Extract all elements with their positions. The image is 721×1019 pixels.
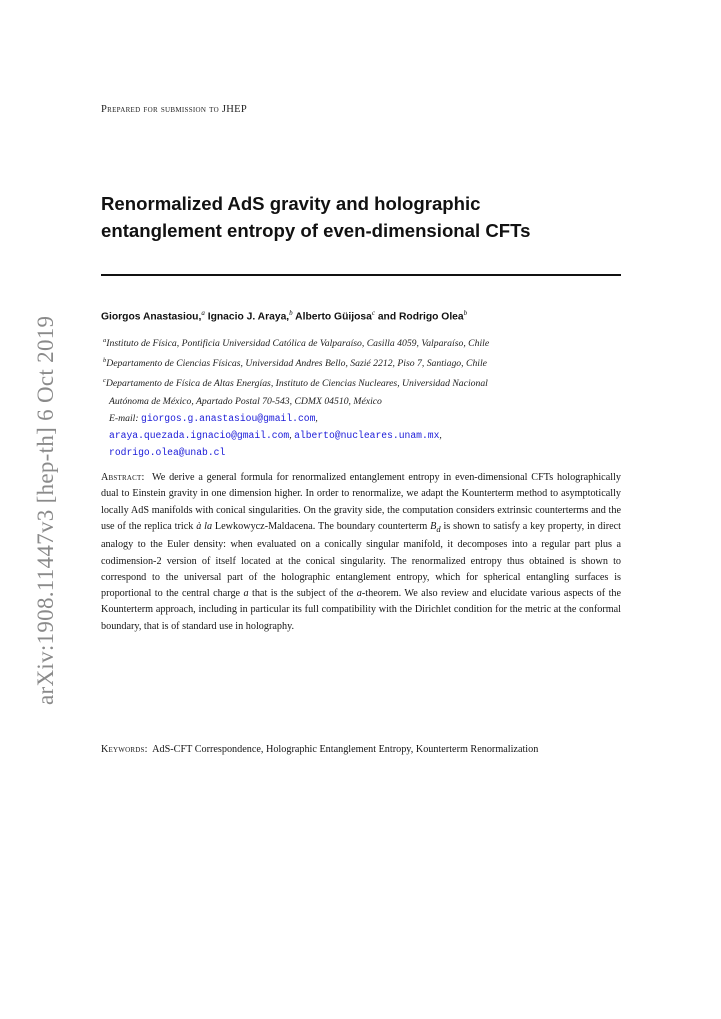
abstract-text-4: that is the subject of the [252, 588, 354, 600]
author-affil-mark: b [289, 309, 293, 317]
keywords [101, 742, 621, 758]
abstract [101, 470, 621, 635]
author-name: and Rodrigo Olea [377, 311, 464, 323]
author-affil-mark: b [463, 309, 468, 317]
affiliation-c-continued: Autónoma de México, Apartado Postal 70-543, CDMX 04510, México [109, 395, 382, 407]
math-symbol: B [430, 520, 437, 532]
email-link[interactable]: rodrigo.olea@unab.cl [109, 446, 226, 458]
author-name: Ignacio J. Araya, [207, 311, 290, 323]
abstract-math-a: a [356, 588, 362, 600]
title-line-1: Renormalized AdS gravity and holographic [101, 193, 481, 214]
author-list [101, 309, 631, 322]
abstract-ala: à la [196, 520, 213, 532]
email-link[interactable]: alberto@nucleares.unam.mx [294, 429, 440, 441]
author-name: Giorgos Anastasiou, [101, 311, 202, 323]
author-name: Alberto Güijosa [295, 311, 372, 323]
paper-title [101, 190, 621, 244]
abstract-math-a: a [243, 588, 249, 600]
author-affil-mark: a [201, 309, 205, 317]
abstract-label: Abstract: [101, 472, 145, 483]
affil-text: Departamento de Ciencias Físicas, Universidad Andres Bello, Sazié 2212, Piso 7, Santiago, Chile [106, 358, 487, 370]
math-subscript: d [436, 523, 441, 534]
email-separator: , [439, 429, 442, 441]
abstract-text-2: Lewkowycz-Maldacena. The boundary counterterm [214, 520, 428, 532]
abstract-text-5: -theorem. We also review and elucidate various aspects of the Kounterterm approach, including in particular its full compatibility with the Dirichlet condition for the metric at the conformal boundary, that is of standard use in holography. [101, 588, 622, 632]
email-separator: , [315, 412, 318, 424]
email-line-1 [103, 410, 623, 427]
affil-mark: c [103, 377, 106, 385]
affil-text: Departamento de Física de Altas Energías, Instituto de Ciencias Nucleares, Universidad Nacional [105, 378, 488, 390]
affil-mark: a [103, 337, 107, 344]
affiliation-a [103, 332, 623, 352]
keywords-label: Keywords: [101, 744, 148, 755]
email-label: E-mail: [109, 412, 139, 424]
affil-mark: b [103, 357, 107, 365]
email-line-2 [103, 427, 623, 444]
email-separator: , [289, 429, 292, 441]
submission-note: Prepared for submission to JHEP [101, 104, 248, 115]
email-link[interactable]: araya.quezada.ignacio@gmail.com [109, 429, 290, 441]
affiliations [103, 332, 623, 461]
title-rule [101, 274, 621, 276]
abstract-math-Bd [430, 521, 440, 532]
abstract-text-3: is shown to satisfy a key property, in direct analogy to the Euler density: when evaluated on a conically singular manifold, it decomposes into a regular part plus a codimension-2 version of itself located at the conical singularity. The renormalized entropy thus obtained is shown to correspond to the universal part of the holographic entanglement entropy, which for spherical entangling surfaces is proportional to the central charge [101, 520, 621, 600]
email-line-3 [103, 444, 623, 461]
affiliation-b [103, 352, 623, 372]
keywords-text: AdS-CFT Correspondence, Holographic Entanglement Entropy, Kounterterm Renormalization [152, 744, 539, 755]
abstract-text-1: We derive a general formula for renormalized entanglement entropy in even-dimensional CFTs holographically dual to Einstein gravity in one dimension higher. In order to renormalize, we adapt the Kounterterm method to asymptotically locally AdS manifolds with conical singularities. On the gravity side, the computation considers extrinsic counterterms and the use of the replica trick [101, 472, 621, 532]
email-link[interactable]: giorgos.g.anastasiou@gmail.com [141, 412, 316, 424]
author-affil-mark: c [371, 309, 375, 317]
affiliation-c [103, 372, 623, 392]
arxiv-identifier: arXiv:1908.11447v3 [hep-th] 6 Oct 2019 [33, 315, 58, 705]
affil-text: Instituto de Física, Pontificia Universidad Católica de Valparaíso, Casilla 4059, Valparaíso, Chile [106, 338, 490, 350]
title-line-2: entanglement entropy of even-dimensional CFTs [101, 220, 531, 241]
